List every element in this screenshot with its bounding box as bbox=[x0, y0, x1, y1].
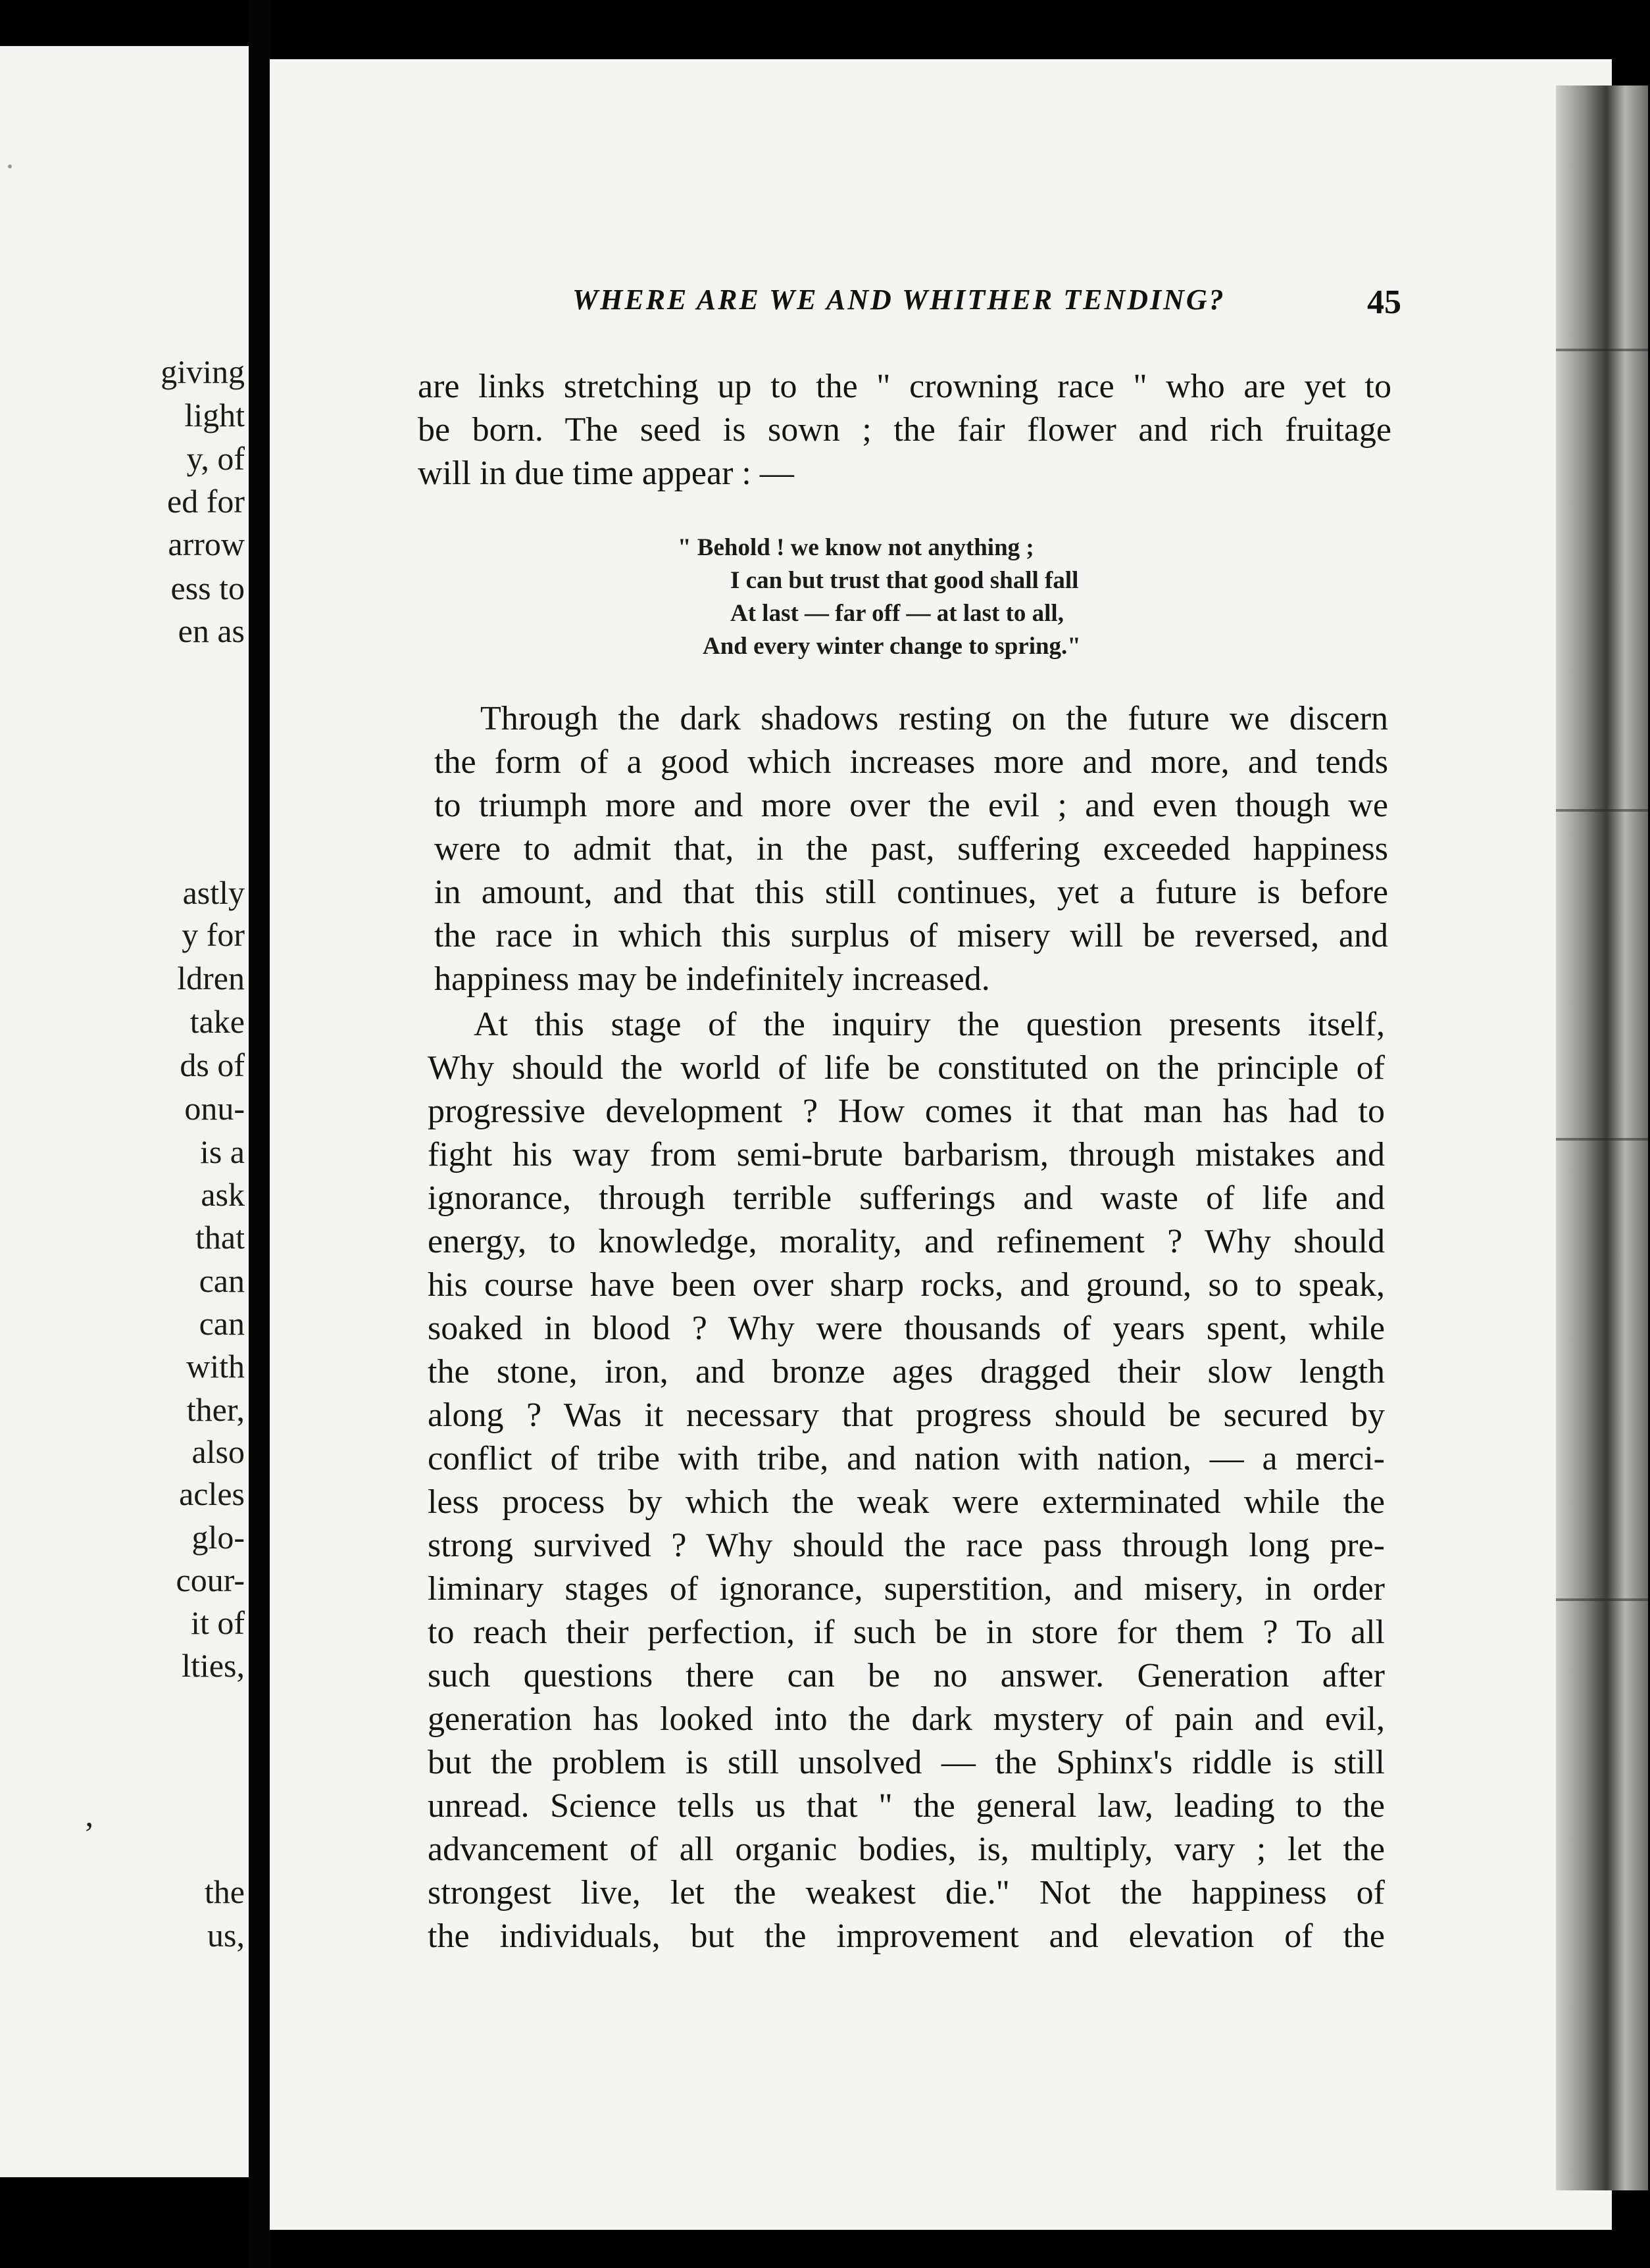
paragraph-2 bbox=[428, 1003, 1385, 1958]
text-line: will in due time appear : — bbox=[418, 455, 794, 492]
left-fragment: that bbox=[195, 1219, 245, 1256]
text-line: were to admit that, in the past, suffering exceeded happiness bbox=[434, 830, 1388, 868]
left-fragment: , bbox=[85, 1796, 93, 1833]
left-fragment: ther, bbox=[186, 1391, 245, 1428]
left-fragment: y for bbox=[182, 916, 245, 953]
left-page bbox=[0, 46, 249, 2177]
quote-line: I can but trust that good shall fall bbox=[730, 567, 1079, 594]
text-line: the race in which this surplus of misery will be reversed, and bbox=[434, 917, 1388, 954]
text-line: ignorance, through terrible sufferings and waste of life and bbox=[428, 1179, 1385, 1217]
book-gutter bbox=[249, 0, 271, 2268]
left-fragment: take bbox=[189, 1003, 245, 1040]
left-fragment: y, of bbox=[186, 440, 245, 477]
text-line: along ? Was it necessary that progress should be secured by bbox=[428, 1396, 1385, 1434]
running-title: WHERE ARE WE AND WHITHER TENDING? bbox=[572, 284, 1226, 316]
left-fragment: us, bbox=[207, 1917, 245, 1954]
text-line: unread. Science tells us that " the general law, leading to the bbox=[428, 1787, 1385, 1825]
quote-line: And every winter change to spring." bbox=[703, 633, 1081, 660]
margin-mark bbox=[8, 164, 12, 168]
text-line: liminary stages of ignorance, superstition, and misery, in order bbox=[428, 1570, 1385, 1608]
page-edge-stripe bbox=[1556, 349, 1648, 351]
paragraph-1 bbox=[434, 697, 1388, 1001]
left-fragment: also bbox=[191, 1433, 245, 1470]
quote-line: " Behold ! we know not anything ; bbox=[678, 534, 1034, 561]
text-line: the individuals, but the improvement and elevation of the bbox=[428, 1917, 1385, 1955]
left-fragment: en as bbox=[178, 612, 245, 649]
running-head bbox=[572, 283, 1401, 329]
text-line: the stone, iron, and bronze ages dragged their slow length bbox=[428, 1353, 1385, 1391]
text-line: soaked in blood ? Why were thousands of years spent, while bbox=[428, 1310, 1385, 1347]
left-fragment: ed for bbox=[167, 483, 245, 520]
left-fragment: arrow bbox=[168, 526, 245, 562]
page-edge bbox=[1556, 86, 1648, 2190]
left-fragment: acles bbox=[179, 1475, 245, 1512]
block-quote bbox=[678, 531, 1204, 663]
left-fragment: light bbox=[184, 397, 245, 433]
text-line: to triumph more and more over the evil ; and even though we bbox=[434, 787, 1388, 824]
left-fragment: onu- bbox=[184, 1090, 245, 1127]
left-fragment: ldren bbox=[177, 960, 245, 997]
page-edge-stripe bbox=[1556, 1598, 1648, 1601]
quote-line: At last — far off — at last to all, bbox=[730, 600, 1064, 627]
text-line: progressive development ? How comes it that man has had to bbox=[428, 1093, 1385, 1130]
text-line: Why should the world of life be constituted on the principle of bbox=[428, 1049, 1385, 1087]
text-line: Through the dark shadows resting on the future we discern bbox=[480, 700, 1388, 737]
left-fragment: it of bbox=[191, 1604, 245, 1641]
text-line: strongest live, let the weakest die." Not the happiness of bbox=[428, 1874, 1385, 1911]
text-line: less process by which the weak were exterminated while the bbox=[428, 1483, 1385, 1521]
text-line: strong survived ? Why should the race pass through long pre- bbox=[428, 1527, 1385, 1564]
text-line: his course have been over sharp rocks, and ground, so to speak, bbox=[428, 1266, 1385, 1304]
text-line: happiness may be indefinitely increased. bbox=[434, 960, 990, 998]
text-line: to reach their perfection, if such be in store for them ? To all bbox=[428, 1614, 1385, 1651]
text-line: generation has looked into the dark mystery of pain and evil, bbox=[428, 1700, 1385, 1738]
text-line: but the problem is still unsolved — the Sphinx's riddle is still bbox=[428, 1744, 1385, 1781]
left-fragment: ds of bbox=[180, 1047, 245, 1083]
page-number: 45 bbox=[1367, 284, 1401, 321]
left-fragment: ask bbox=[201, 1176, 245, 1213]
left-fragment: can bbox=[199, 1305, 245, 1342]
text-line: are links stretching up to the " crowning race " who are yet to bbox=[418, 368, 1391, 405]
text-line: such questions there can be no answer. Generation after bbox=[428, 1657, 1385, 1694]
text-line: At this stage of the inquiry the question presents itself, bbox=[474, 1006, 1385, 1043]
left-fragment: with bbox=[186, 1348, 245, 1385]
left-fragment: the bbox=[204, 1873, 245, 1910]
left-fragment: astly bbox=[182, 874, 245, 911]
left-fragment: is a bbox=[199, 1133, 245, 1170]
text-line: the form of a good which increases more and more, and tends bbox=[434, 743, 1388, 781]
page-edge-stripe bbox=[1556, 1138, 1648, 1141]
left-fragment: glo- bbox=[191, 1519, 245, 1556]
body-text bbox=[418, 365, 1391, 495]
text-line: fight his way from semi-brute barbarism, through mistakes and bbox=[428, 1136, 1385, 1173]
left-fragment: cour- bbox=[176, 1562, 245, 1598]
page-edge-stripe bbox=[1556, 809, 1648, 812]
text-line: be born. The seed is sown ; the fair flower and rich fruitage bbox=[418, 411, 1391, 449]
left-fragment: can bbox=[199, 1262, 245, 1299]
text-line: advancement of all organic bodies, is, multiply, vary ; let the bbox=[428, 1831, 1385, 1868]
text-line: in amount, and that this still continues, yet a future is before bbox=[434, 874, 1388, 911]
left-fragment: giving bbox=[161, 353, 245, 390]
text-line: conflict of tribe with tribe, and nation with nation, — a merci- bbox=[428, 1440, 1385, 1477]
left-fragment: lties, bbox=[182, 1647, 245, 1684]
text-line: energy, to knowledge, morality, and refinement ? Why should bbox=[428, 1223, 1385, 1260]
left-fragment: ess to bbox=[170, 570, 245, 606]
